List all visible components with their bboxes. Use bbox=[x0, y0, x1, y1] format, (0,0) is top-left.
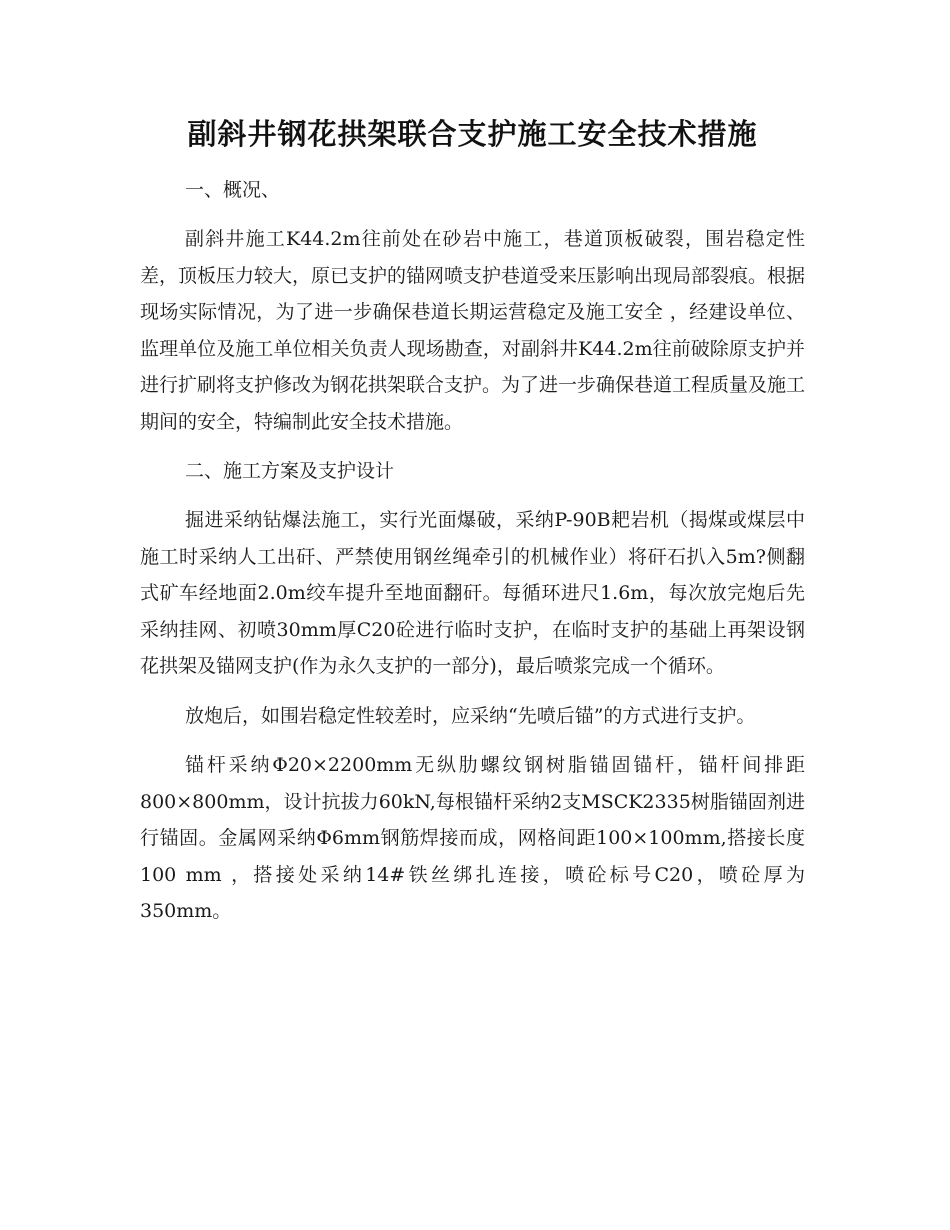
paragraph-excavation: 掘进采纳钻爆法施工，实行光面爆破，采纳P-90B耙岩机（揭煤或煤层中施工时采纳人工出矸、严禁使用钢丝绳牵引的机械作业）将矸石扒入5m?侧翻式矿车经地面2.0m绞车提升至地面翻矸。每循环进尺1.6m，每次放完炮后先采纳挂网、初喷30mm厚C20砼进行临时支护，在临时支护的基础上再架设钢花拱架及锚网支护(作为永久支护的一部分)，最后喷浆完成一个循环。 bbox=[140, 509, 805, 677]
document-page bbox=[140, 100, 805, 930]
paragraph-blasting-support: 放炮后，如围岩稳定性较差时，应采纳“先喷后锚”的方式进行支护。 bbox=[185, 704, 756, 727]
paragraph-anchor-spec: 锚杆采纳Φ20×2200mm无纵肋螺纹钢树脂锚固锚杆，锚杆间排距800×800mm，设计抗拔力60kN,每根锚杆采纳2支MSCK2335树脂锚固剂进行锚固。金属网采纳Φ6mm钢筋焊接而成，网格间距100×100mm,搭接长度100 mm ，搭接处采纳14#铁丝绑扎连接，喷砼标号C20，喷砼厚为350mm。 bbox=[140, 754, 805, 922]
spacer bbox=[140, 208, 805, 221]
spacer bbox=[140, 685, 805, 698]
section-heading-construction-plan: 二、施工方案及支护设计 bbox=[185, 460, 395, 482]
spacer bbox=[140, 489, 805, 502]
spacer bbox=[140, 734, 805, 747]
document-title: 副斜井钢花拱架联合支护施工安全技术措施 bbox=[187, 117, 758, 151]
paragraph-overview: 副斜井施工K44.2m往前处在砂岩中施工，巷道顶板破裂，围岩稳定性差，顶板压力较大，原已支护的锚网喷支护巷道受来压影响出现局部裂痕。根据现场实际情况，为了进一步确保巷道长期运营稳定及施工安全 ，经建设单位、监理单位及施工单位相关负责人现场勘查，对副斜井K44.2m往前破除原支护并进行扩刷将支护修改为钢花拱架联合支护。为了进一步确保巷道工程质量及施工期间的安全，特编制此安全技术措施。 bbox=[140, 228, 806, 433]
section-heading-overview: 一、概况、 bbox=[185, 179, 281, 201]
spacer bbox=[140, 440, 805, 453]
